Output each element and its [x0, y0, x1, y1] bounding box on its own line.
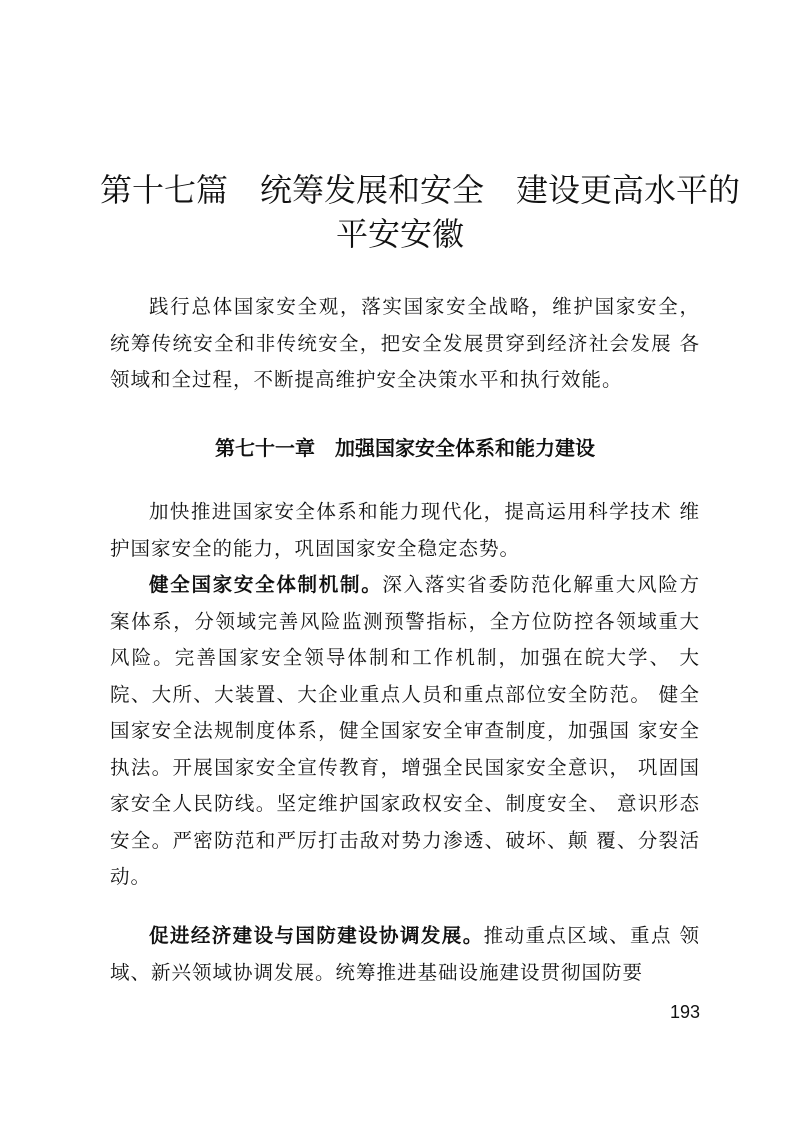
section-body-defense: 推动重点区域、重点 领域、新兴领域协调发展。统筹推进基础设施建设贯彻国防要 — [110, 924, 700, 984]
section-body-security-system: 深入落实省委防范化解重大风险方案体系，分领域完善风险监测预警指标，全方位防控各领域重大风险。完善国家安全领导体制和工作机制，加强在皖大学、 大院、大所、大装置、大企业重点人员和重点部位安全防范。 健全国家安全法规制度体系，健全国家安全审查制度，加强国 家安全执法。开展国家安全宣传教育，增强全民国家安全意识， 巩固国家安全人民防线。坚定维护国家政权安全、制度安全、 意识形态安全。严密防范和严厉打击敌对势力渗透、破坏、颠 覆、分裂活动。 — [110, 573, 700, 888]
chapter-intro-paragraph: 加快推进国家安全体系和能力现代化，提高运用科学技术 维护国家安全的能力，巩固国家安全稳定态势。 — [110, 500, 700, 560]
part-title — [100, 168, 741, 258]
section-paragraph-defense — [110, 918, 700, 991]
part-title-line-1: 第十七篇 统筹发展和安全 建设更高水平的 — [100, 171, 741, 209]
intro-paragraph: 践行总体国家安全观，落实国家安全战略，维护国家安全， 统筹传统安全和非传统安全，把安全发展贯穿到经济社会发展 各领域和全过程，不断提高维护安全决策水平和执行效能。 — [110, 295, 700, 391]
section-lead-security-system: 健全国家安全体制机制。 — [149, 573, 383, 596]
section-paragraph-security-system — [110, 567, 700, 896]
part-title-line-2: 平安安徽 — [335, 215, 464, 253]
section-lead-defense: 促进经济建设与国防建设协调发展。 — [149, 924, 484, 947]
chapter-title: 第七十一章 加强国家安全体系和能力建设 — [215, 436, 595, 460]
page-number: 193 — [669, 1002, 700, 1022]
